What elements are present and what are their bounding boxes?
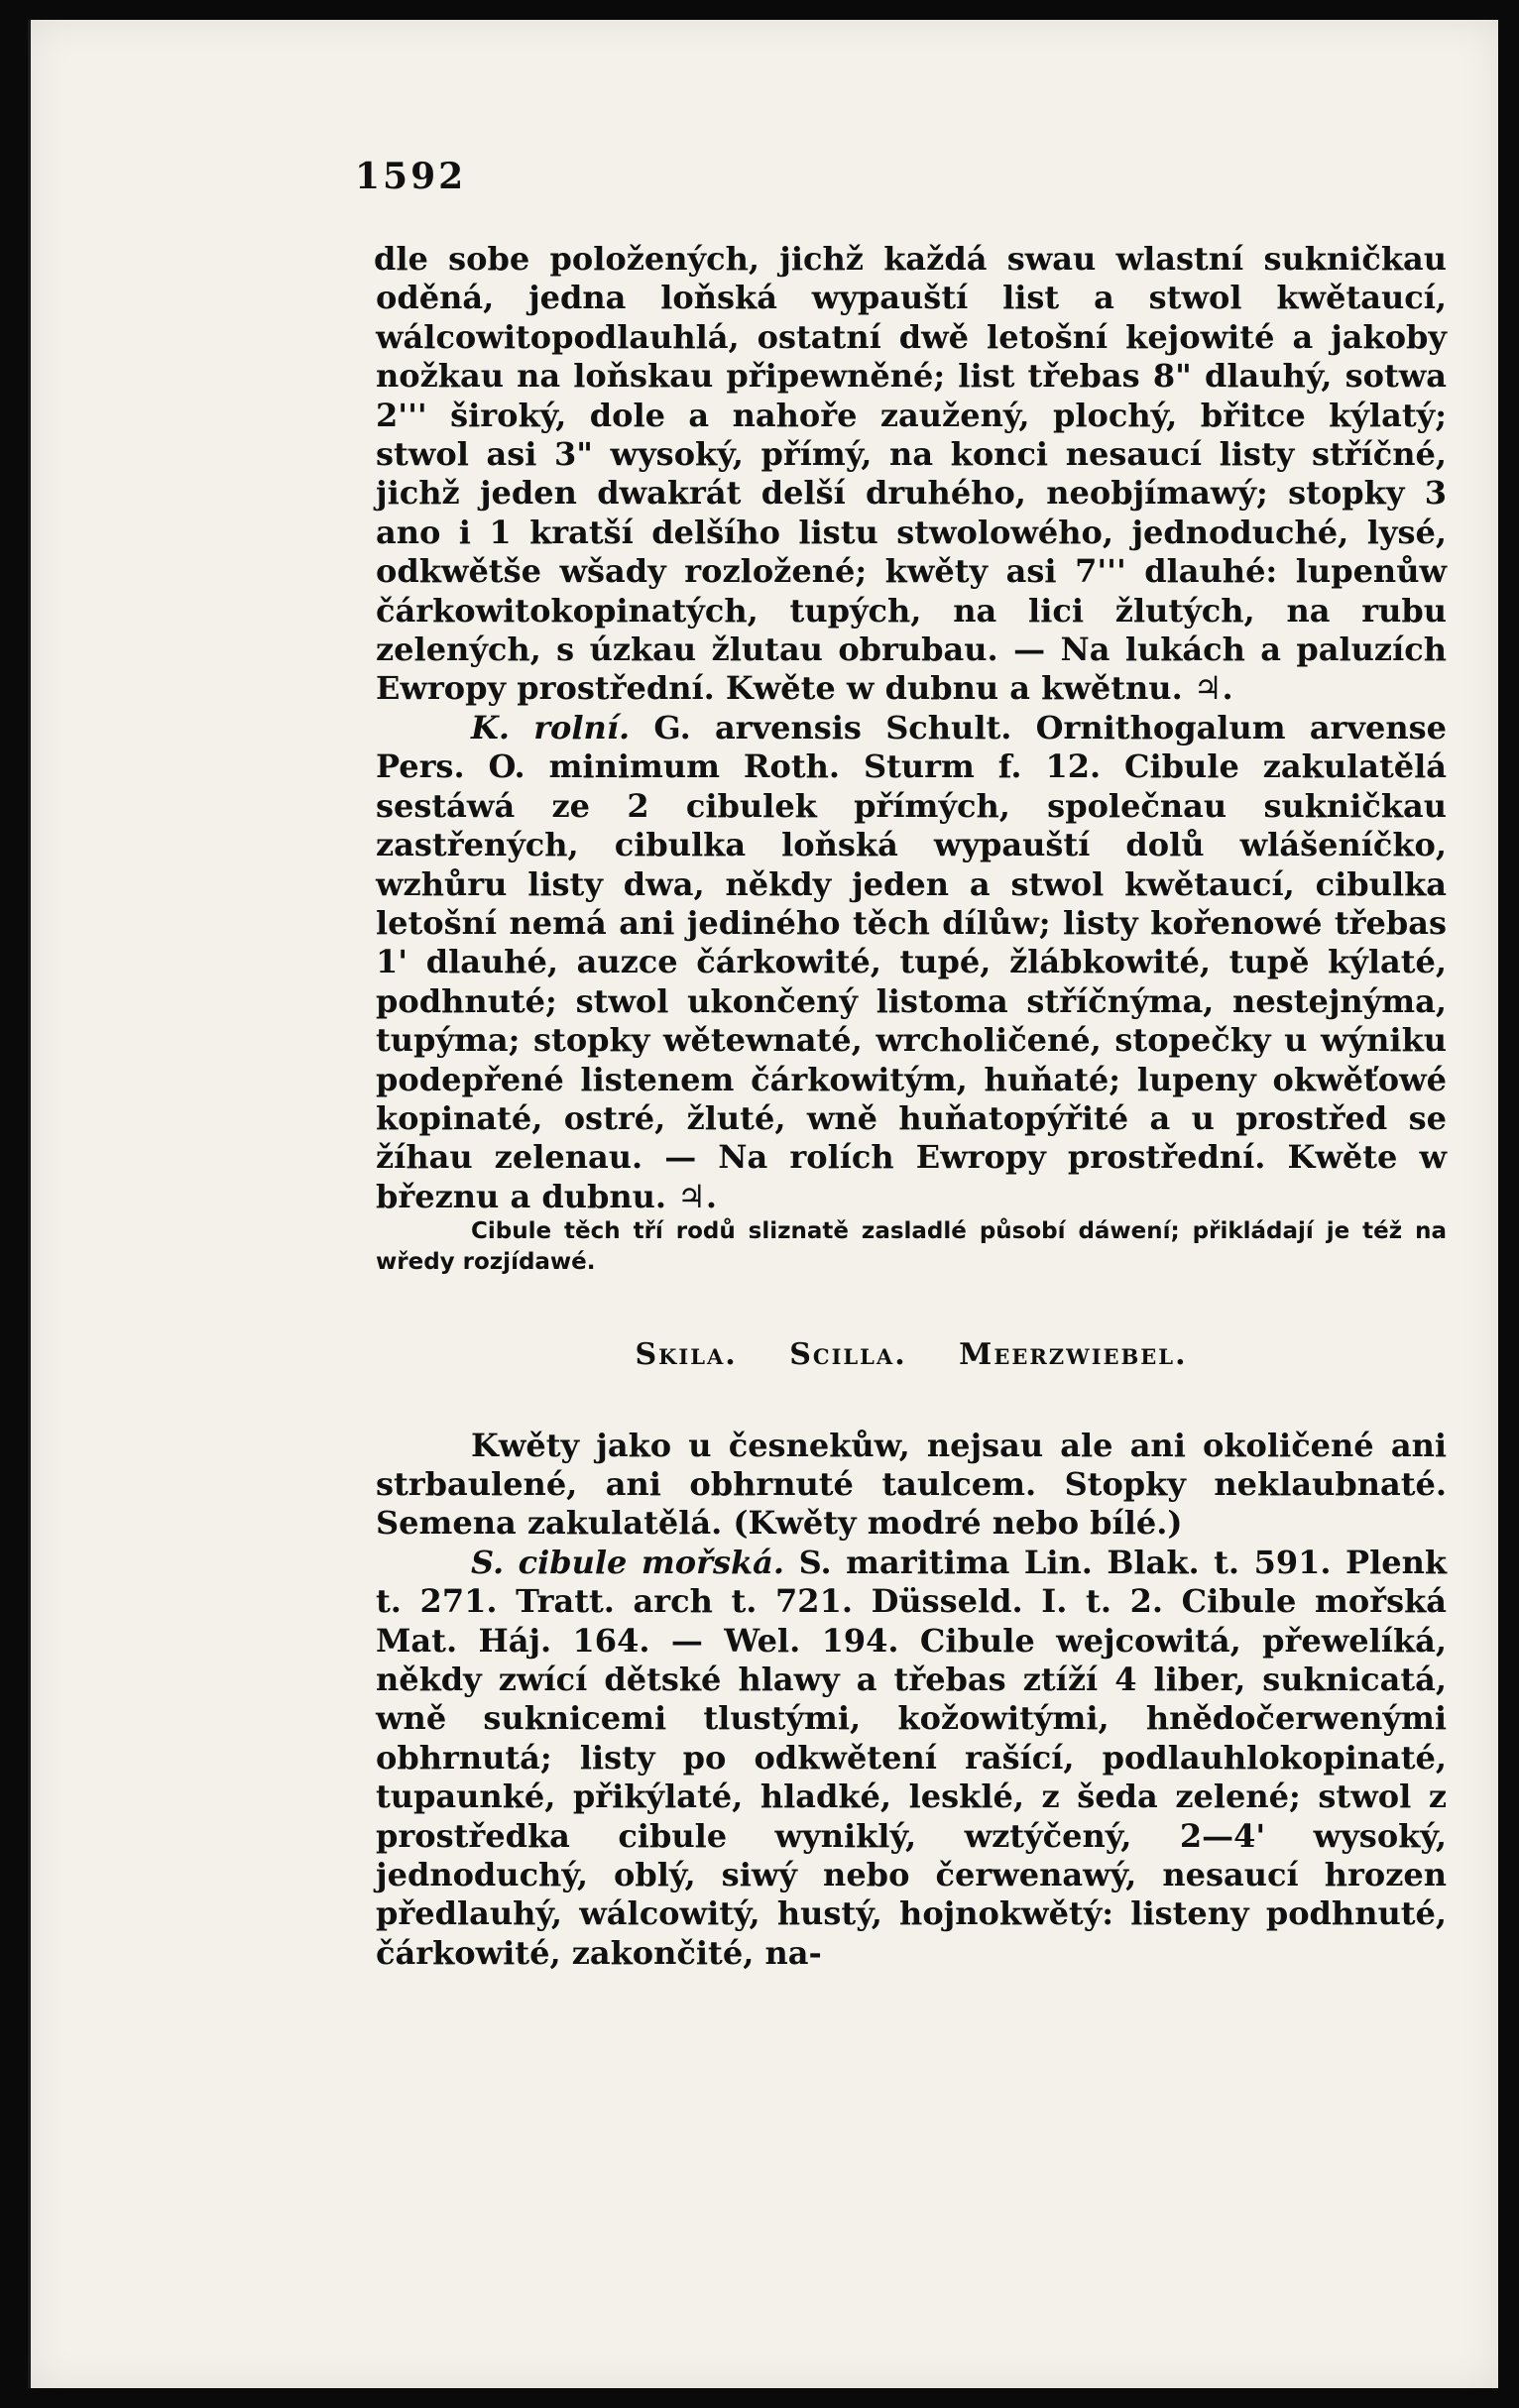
page-number: 1592 <box>355 156 467 197</box>
species-label-morska: S. cibule mořská. <box>471 1543 785 1581</box>
paragraph-2-text: G. arvensis Schult. Ornithogalum arvense Pers. O. minimum Roth. Sturm f. 12. Cibule zakulatělá sestáwá ze 2 cibulek přímých, společnau sukničkau zastřených, cibulka loňská wypauští dolů wlášeníčko, wzhůru listy dwa, někdy jeden a stwol kwětaucí, cibulka letošní nemá ani jediného těch dílůw; listy kořenowé třebas 1' dlauhé, auzce čárkowité, tupé, žlábkowité, tupě kýlaté, podhnuté; stwol ukončený listoma stříčnýma, nestejnýma, tupýma; stopky wětewnaté, wrcholičené, stopečky u wýniku podepřené listenem čárkowitým, huňaté; lupeny okwěťowé kopinaté, ostré, žluté, wně huňatopýřité a u prostřed se žíhau zelenau. — Na rolích Ewropy prostřední. Kwěte w březnu a dubnu. ♃. <box>376 708 1448 1215</box>
paragraph-4 <box>376 1544 1447 1973</box>
book-page <box>28 20 1498 2388</box>
heading-latin: Scilla. <box>789 1337 907 1373</box>
genus-heading <box>376 1335 1447 1374</box>
genus-description: Kwěty jako u česnekůw, nejsau ale ani okoličené ani strbaulené, ani obhrnuté taulcem. Stopky neklaubnaté. Semena zakulatělá. (Kwěty modré nebo bílé.) <box>376 1426 1447 1543</box>
paragraph-1: dle sobe položených, jichž každá swau wlastní sukničkau oděná, jedna loňská wypauští list a stwol kwětaucí, wálcowitopodlauhlá, ostatní dwě letošní kejowité a jakoby nožkau na loňskau připewněné; list třebas 8" dlauhý, sotwa 2''' široký, dole a nahoře zaužený, plochý, břitce kýlatý; stwol asi 3" wysoký, přímý, na konci nesaucí listy stříčné, jichž jeden dwakrát delší druhého, neobjímawý; stopky 3 ano i 1 kratší delšího listu stwolowého, jednoduché, lysé, odkwětše wšady rozložené; kwěty asi 7''' dlauhé: lupenůw čárkowitokopinatých, tupých, na lici žlutých, na rubu zelených, s úzkau žlutau obrubau. — Na lukách a paluzích Ewropy prostřední. Kwěte w dubnu a kwětnu. ♃. <box>374 240 1447 708</box>
paragraph-2 <box>376 709 1447 1216</box>
usage-note: Cibule těch tří rodů sliznatě zasladlé působí dáwení; přikládají je též na wředy rozjídawé. <box>376 1218 1447 1276</box>
page-text <box>376 240 1447 1973</box>
species-label-rolni: K. rolní. <box>471 708 631 746</box>
heading-czech: Skila. <box>635 1337 738 1373</box>
paragraph-4-text: S. maritima Lin. Blak. t. 591. Plenk t. 271. Tratt. arch t. 721. Düsseld. I. t. 2. Cibule mořská Mat. Háj. 164. — Wel. 194. Cibule wejcowitá, přewelíká, někdy zwící dětské hlawy a třebas ztíží 4 liber, suknicatá, wně suknicemi tlustými, kožowitými, hnědočerwenými obhrnutá; listy po odkwětení rašící, podlauhlokopinaté, tupaunké, přikýlaté, hladké, lesklé, z šeda zelené; stwol z prostředka cibule wyniklý, wztýčený, 2—4' wysoký, jednoduchý, oblý, siwý nebo čerwenawý, nesaucí hrozen předlauhý, wálcowitý, hustý, hojnokwětý: listeny podhnuté, čárkowité, zakončité, na- <box>376 1543 1448 1972</box>
heading-german: Meerzwiebel. <box>959 1337 1188 1373</box>
